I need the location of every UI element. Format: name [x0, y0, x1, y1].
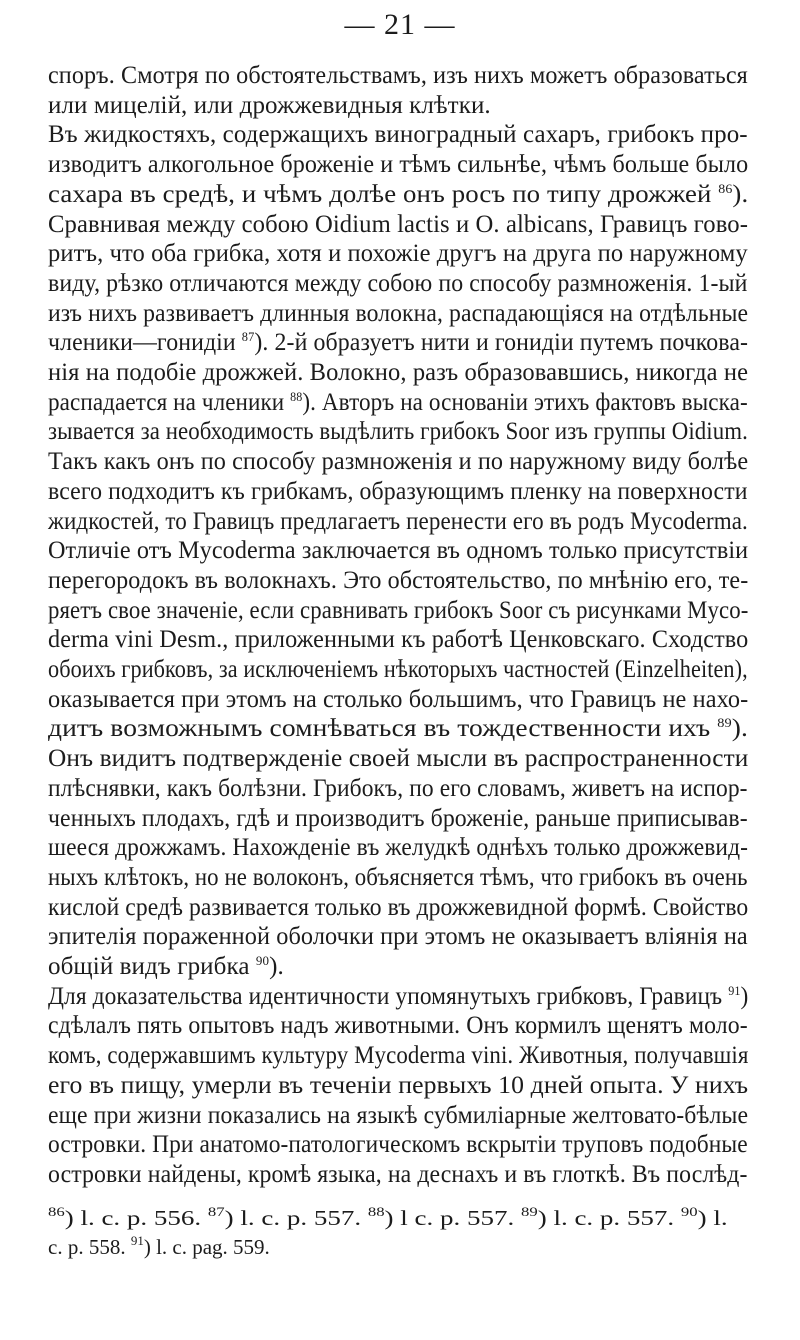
text-segment: виду, рѣзко отличаются между собою по способу размноженія. 1-ый	[48, 269, 748, 297]
text-segment: Такъ какъ онъ по способу размноженія и по наружному виду болѣе	[48, 448, 749, 476]
body-line	[48, 181, 748, 209]
text-segment: ныхъ клѣтокъ, но не волоконъ, объясняется тѣмъ, что грибокъ въ очень	[48, 863, 748, 891]
body-line	[48, 1012, 748, 1040]
text-segment: оказывается при этомъ на столько большимъ, что Гравицъ не нахо-	[48, 685, 749, 713]
text-segment: ). 2-й образуетъ нити и гонидіи путемъ почкова-	[254, 329, 749, 357]
body-line	[48, 715, 748, 743]
text-segment: нія на подобіе дрожжей. Волокно, разъ образовавшись, никогда не	[48, 359, 749, 386]
page-number: — 21 —	[344, 8, 456, 41]
footnote-marker: 87	[241, 329, 255, 345]
footnote-line	[48, 1235, 270, 1259]
body-line	[48, 864, 748, 892]
text-segment: изводитъ алкогольное броженіе и тѣмъ сильнѣе, чѣмъ больше было	[48, 151, 749, 179]
footnote-marker: 87	[207, 1204, 225, 1219]
text-segment: споръ. Смотря по обстоятельствамъ, изъ нихъ можетъ образоваться	[48, 62, 748, 89]
text-segment: ). Авторъ на основаніи этихъ фактовъ выска-	[302, 388, 748, 416]
text-segment: ченныхъ плодахъ, гдѣ и производитъ броженіе, раньше приписывав-	[48, 804, 748, 832]
text-segment: ) l.	[697, 1206, 728, 1230]
body-line	[48, 92, 491, 120]
text-segment: комъ, содержавшимъ культуру Mycoderma vini. Животныя, получавшія	[48, 1042, 749, 1070]
body-line	[48, 983, 748, 1011]
text-segment: ).	[269, 953, 284, 980]
body-line	[48, 1131, 748, 1159]
footnote-marker: 89	[521, 1204, 538, 1219]
text-segment: ) l. c. p. 557.	[537, 1206, 681, 1230]
text-segment: или мицелій, или дрожжевидныя клѣтки.	[48, 91, 491, 119]
body-line	[48, 923, 748, 951]
body-line	[48, 359, 748, 387]
body-line	[48, 151, 748, 179]
text-segment: всего подходитъ къ грибкамъ, образующимъ пленку на поверхности	[48, 477, 748, 505]
footnote-marker: 90	[255, 953, 270, 968]
text-segment: ) l. c. p. 556.	[64, 1206, 208, 1230]
body-line	[48, 389, 748, 417]
text-segment: членики—гонидіи	[48, 329, 242, 357]
text-segment: шееся дрожжамъ. Нахожденіе въ желудкѣ однѣхъ только дрожжевид-	[48, 834, 749, 862]
footnote-marker: 86	[48, 1204, 65, 1219]
text-segment: зывается за необходимость выдѣлить грибокъ Soor изъ группы Oidium.	[48, 418, 748, 446]
text-segment: Для доказательства идентичности упомянутыхъ грибковъ, Гравицъ	[48, 982, 729, 1010]
footnote-marker: 88	[367, 1204, 385, 1219]
body-line	[48, 1072, 748, 1100]
body-line	[48, 418, 748, 446]
text-segment: изъ нихъ развиваетъ длинныя волокна, распадающіяся на отдѣльные	[48, 299, 749, 327]
body-line	[48, 329, 748, 357]
body-line	[48, 775, 748, 803]
footnote-marker: 91	[728, 982, 741, 998]
body-line	[48, 686, 748, 714]
text-segment: ).	[732, 180, 749, 208]
text-segment: ритъ, что оба грибка, хотя и похожіе другъ на друга по наружному	[48, 240, 748, 268]
body-line	[48, 121, 748, 149]
text-segment: плѣснявки, какъ болѣзни. Грибокъ, по его словамъ, живетъ на испор-	[48, 774, 748, 802]
text-segment: Въ жидкостяхъ, содержащихъ виноградный сахаръ, грибокъ про-	[48, 121, 748, 149]
footnote-marker: 90	[680, 1204, 698, 1219]
text-segment: Отличіе отъ Mycoderma заключается въ одномъ только присутствіи	[48, 537, 749, 565]
body-line	[48, 211, 748, 239]
body-line	[48, 894, 748, 922]
body-line	[48, 805, 748, 833]
body-line	[48, 745, 748, 773]
text-segment: сдѣлалъ пять опытовъ надъ животными. Онъ кормилъ щенятъ моло-	[48, 1012, 748, 1040]
text-segment: )	[740, 982, 749, 1010]
text-segment: Сравнивая между собою Oidium lactis и O. albicans, Гравицъ гово-	[48, 210, 749, 238]
text-segment: жидкостей, то Гравицъ предлагаетъ перенести его въ родъ Mycoderma.	[48, 507, 748, 535]
body-line	[48, 478, 748, 506]
footnote-marker: 91	[130, 1233, 144, 1248]
body-line	[48, 1102, 748, 1130]
body-line	[48, 448, 748, 476]
footnote-marker: 86	[718, 180, 733, 196]
body-line	[48, 953, 284, 981]
text-segment: Онъ видитъ подтвержденіе своей мысли въ распространенности	[48, 745, 749, 773]
body-line	[48, 240, 748, 268]
text-segment: островки найдены, кромѣ языка, на деснахъ и въ глоткѣ. Въ послѣд-	[48, 1160, 748, 1188]
text-segment: ) l. c. pag. 559.	[143, 1235, 270, 1259]
text-segment: его въ пищу, умерли въ теченіи первыхъ 10 дней опыта. У нихъ	[48, 1071, 749, 1099]
body-line	[48, 270, 748, 298]
text-segment: перегородокъ въ волокнахъ. Это обстоятельство, по мнѣнію его, те-	[48, 566, 749, 594]
text-segment: c. p. 558.	[48, 1235, 131, 1259]
body-line	[48, 1042, 748, 1070]
footnote-marker: 89	[717, 715, 732, 731]
text-segment: кислой средѣ развивается только въ дрожжевидной формѣ. Свойство	[48, 893, 749, 921]
text-segment: ) l. c. p. 557.	[224, 1206, 368, 1230]
footnote-line	[48, 1206, 728, 1230]
body-line	[48, 626, 748, 654]
body-line	[48, 62, 748, 90]
body-line	[48, 537, 748, 565]
body-line	[48, 300, 748, 328]
body-line	[48, 597, 748, 625]
body-line	[48, 508, 748, 536]
text-segment: еще при жизни показались на языкѣ субмиліарные желтовато-бѣлые	[48, 1101, 749, 1129]
body-line	[48, 656, 748, 684]
text-segment: эпителія пораженной оболочки при этомъ не оказываетъ вліянія на	[48, 923, 748, 951]
body-line	[48, 1161, 748, 1189]
body-line	[48, 567, 748, 595]
text-segment: ).	[731, 715, 749, 743]
text-segment: derma vini Desm., приложенными къ работѣ Ценковскаго. Сходство	[48, 626, 749, 654]
text-segment: ) l c. p. 557.	[384, 1206, 522, 1230]
text-segment: ряетъ свое значеніе, если сравнивать грибокъ Soor съ рисунками Myco-	[48, 596, 749, 624]
text-segment: сахара въ средѣ, и чѣмъ долѣе онъ росъ по типу дрожжей	[48, 180, 719, 208]
text-segment: общій видъ грибка	[48, 953, 256, 980]
body-line	[48, 834, 748, 862]
footnote-marker: 88	[290, 388, 303, 404]
text-segment: дитъ возможнымъ сомнѣваться въ тождественности ихъ	[48, 715, 718, 743]
text-segment: островки. При анатомо-патологическомъ вскрытіи труповъ подобные	[48, 1131, 748, 1159]
text-segment: обоихъ грибковъ, за исключеніемъ нѣкоторыхъ частностей (Einzelheiten),	[48, 656, 748, 683]
text-segment: распадается на членики	[48, 388, 291, 416]
